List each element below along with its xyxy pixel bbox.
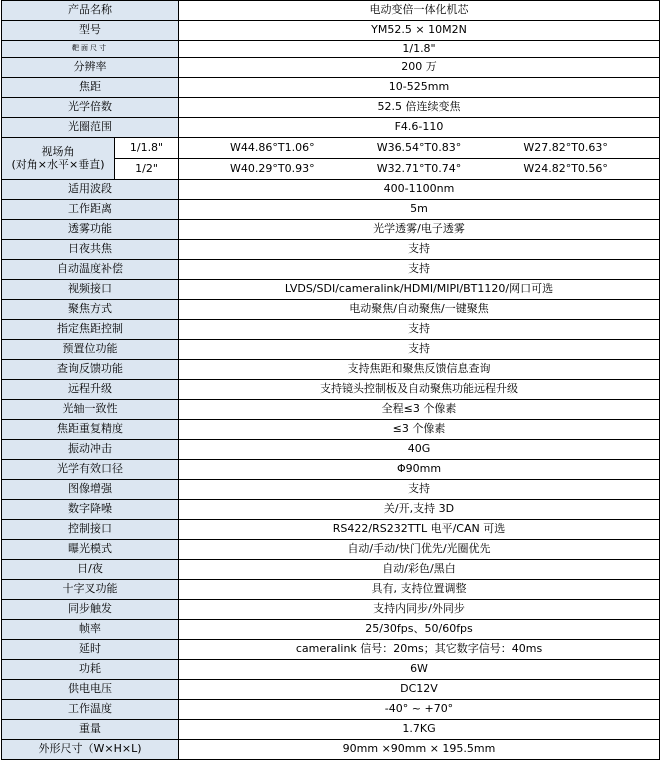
spec-label: 图像增强: [2, 480, 179, 500]
fov-sensor-size: 1/1.8": [115, 138, 179, 159]
spec-label: 同步触发: [2, 600, 179, 620]
spec-label: 振动冲击: [2, 440, 179, 460]
spec-label: 自动温度补偿: [2, 260, 179, 280]
spec-value: RS422/RS232TTL 电平/CAN 可选: [179, 520, 660, 540]
fov-sensor-size: 1/2": [115, 159, 179, 180]
fov-row: [2, 138, 660, 159]
spec-value: 支持内同步/外同步: [179, 600, 660, 620]
spec-row-a23: [2, 640, 660, 660]
spec-value: 52.5 倍连续变焦: [179, 98, 660, 118]
spec-value: DC12V: [179, 680, 660, 700]
spec-label: 功耗: [2, 660, 179, 680]
spec-value: 40G: [179, 440, 660, 460]
spec-row-a3: [2, 240, 660, 260]
fov-value: W32.71°T0.74°: [376, 161, 462, 175]
spec-value: 电动聚焦/自动聚焦/一键聚焦: [179, 300, 660, 320]
spec-label: 预置位功能: [2, 340, 179, 360]
spec-row-b0: [2, 21, 660, 41]
fov-label: [2, 138, 115, 180]
spec-row-a26: [2, 700, 660, 720]
spec-row-a9: [2, 360, 660, 380]
spec-row-a2: [2, 220, 660, 240]
spec-row-a28: [2, 740, 660, 760]
spec-label: 指定焦距控制: [2, 320, 179, 340]
spec-value: 自动/彩色/黑白: [179, 560, 660, 580]
spec-label: 外形尺寸（W×H×L): [2, 740, 179, 760]
spec-row-a8: [2, 340, 660, 360]
spec-row-a12: [2, 420, 660, 440]
spec-value: 自动/手动/快门优先/光圈优先: [179, 540, 660, 560]
spec-label: 光学有效口径: [2, 460, 179, 480]
spec-value: 全程≤3 个像素: [179, 400, 660, 420]
spec-value: 400-1100nm: [179, 180, 660, 200]
spec-row-a21: [2, 600, 660, 620]
spec-value: -40° ~ +70°: [179, 700, 660, 720]
spec-label: 型号: [2, 21, 179, 41]
spec-row-a1: [2, 200, 660, 220]
fov-value: W36.54°T0.83°: [376, 140, 462, 154]
spec-value: 支持: [179, 340, 660, 360]
spec-value: 5m: [179, 200, 660, 220]
spec-value: 电动变倍一体化机芯: [179, 1, 660, 21]
spec-row-a4: [2, 260, 660, 280]
spec-label: 供电电压: [2, 680, 179, 700]
spec-row-a15: [2, 480, 660, 500]
fov-values: [179, 159, 660, 180]
spec-label: 日夜共焦: [2, 240, 179, 260]
spec-row-b4: [2, 98, 660, 118]
spec-row-a10: [2, 380, 660, 400]
spec-row-b2: [2, 58, 660, 78]
spec-row-a14: [2, 460, 660, 480]
spec-row-b1: [2, 41, 660, 58]
spec-row-b5: [2, 118, 660, 138]
spec-value: 200 万: [179, 58, 660, 78]
spec-value: Φ90mm: [179, 460, 660, 480]
spec-row-a5: [2, 280, 660, 300]
spec-value: 10-525mm: [179, 78, 660, 98]
spec-label: 工作距离: [2, 200, 179, 220]
spec-label: 焦距重复精度: [2, 420, 179, 440]
spec-row-a11: [2, 400, 660, 420]
spec-label: 视频接口: [2, 280, 179, 300]
spec-row-b3: [2, 78, 660, 98]
spec-label: 远程升级: [2, 380, 179, 400]
fov-label-title: 视场角: [41, 145, 75, 159]
spec-value: 1/1.8": [179, 41, 660, 58]
spec-label: 聚焦方式: [2, 300, 179, 320]
spec-label: 控制接口: [2, 520, 179, 540]
spec-row-a27: [2, 720, 660, 740]
spec-label: 透雾功能: [2, 220, 179, 240]
spec-value: LVDS/SDI/cameralink/HDMI/MIPI/BT1120/网口可选: [179, 280, 660, 300]
spec-row-a19: [2, 560, 660, 580]
fov-value: W27.82°T0.63°: [523, 140, 608, 154]
spec-row-a17: [2, 520, 660, 540]
spec-value: 支持: [179, 320, 660, 340]
spec-value: 90mm ×90mm × 195.5mm: [179, 740, 660, 760]
spec-label: 数字降噪: [2, 500, 179, 520]
spec-label: 光轴一致性: [2, 400, 179, 420]
spec-row-a20: [2, 580, 660, 600]
spec-value: 支持镜头控制板及自动聚焦功能远程升级: [179, 380, 660, 400]
spec-label: 帧率: [2, 620, 179, 640]
spec-label: 靶面尺寸: [2, 41, 179, 58]
spec-label: 光圈范围: [2, 118, 179, 138]
spec-label: 产品名称: [2, 1, 179, 21]
spec-label: 光学倍数: [2, 98, 179, 118]
spec-value: 1.7KG: [179, 720, 660, 740]
spec-value: cameralink 信号：20ms；其它数字信号：40ms: [179, 640, 660, 660]
spec-label: 适用波段: [2, 180, 179, 200]
fov-label-subtitle: (对角×水平×垂直): [11, 157, 105, 171]
spec-value: ≤3 个像素: [179, 420, 660, 440]
spec-label: 日/夜: [2, 560, 179, 580]
fov-value: W24.82°T0.56°: [523, 161, 608, 175]
spec-value: 支持: [179, 260, 660, 280]
spec-table-body: [2, 1, 660, 760]
spec-value: 光学透雾/电子透雾: [179, 220, 660, 240]
spec-row-a7: [2, 320, 660, 340]
spec-label: 重量: [2, 720, 179, 740]
spec-table: [1, 0, 660, 760]
spec-row-product-name: [2, 1, 660, 21]
spec-row-a13: [2, 440, 660, 460]
spec-label: 十字叉功能: [2, 580, 179, 600]
spec-value: 6W: [179, 660, 660, 680]
spec-label: 查询反馈功能: [2, 360, 179, 380]
spec-label: 延时: [2, 640, 179, 660]
fov-value: W40.29°T0.93°: [230, 161, 315, 175]
spec-value: 具有, 支持位置调整: [179, 580, 660, 600]
spec-label: 分辨率: [2, 58, 179, 78]
spec-row-a0: [2, 180, 660, 200]
fov-value: W44.86°T1.06°: [230, 140, 315, 154]
spec-value: 支持: [179, 480, 660, 500]
spec-row-a18: [2, 540, 660, 560]
fov-values: [179, 138, 660, 159]
spec-value: F4.6-110: [179, 118, 660, 138]
spec-label: 曝光模式: [2, 540, 179, 560]
spec-value: 支持: [179, 240, 660, 260]
spec-row-a6: [2, 300, 660, 320]
spec-value: YM52.5 × 10M2N: [179, 21, 660, 41]
spec-row-a25: [2, 680, 660, 700]
spec-label: 焦距: [2, 78, 179, 98]
spec-label: 工作温度: [2, 700, 179, 720]
spec-value: 25/30fps、50/60fps: [179, 620, 660, 640]
spec-row-a22: [2, 620, 660, 640]
spec-value: 支持焦距和聚焦反馈信息查询: [179, 360, 660, 380]
spec-row-a24: [2, 660, 660, 680]
spec-value: 关/开,支持 3D: [179, 500, 660, 520]
spec-row-a16: [2, 500, 660, 520]
